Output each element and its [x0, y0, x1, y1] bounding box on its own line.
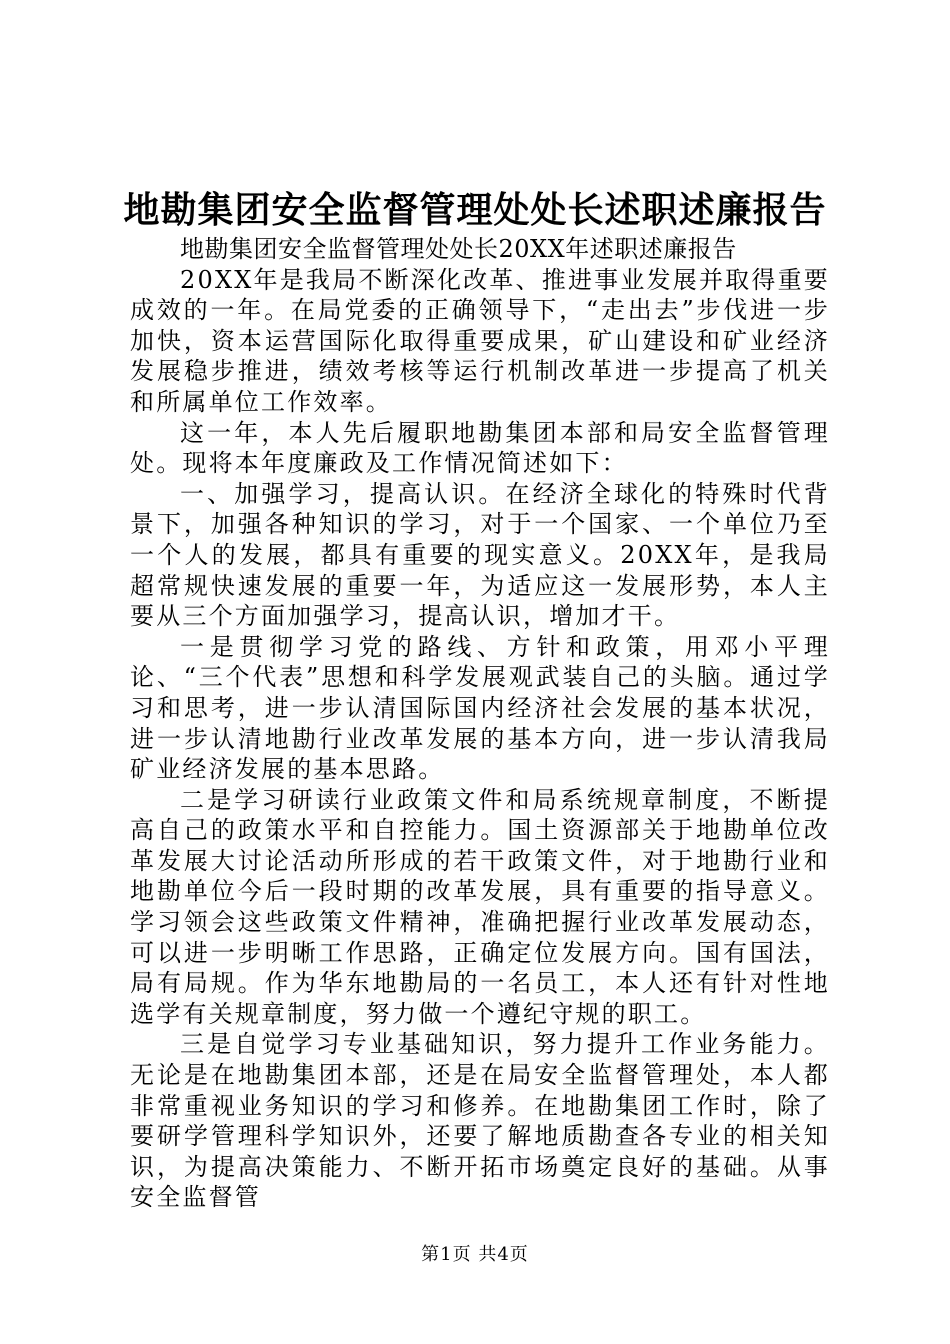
document-body [130, 234, 830, 1213]
page-number-footer: 第1页 共4页 [421, 1244, 529, 1265]
paragraph: 这一年，本人先后履职地勘集团本部和局安全监督管理处。现将本年度廉政及工作情况简述如下： [130, 418, 830, 478]
paragraph: 三是自觉学习专业基础知识，努力提升工作业务能力。无论是在地勘集团本部，还是在局安全监督管理处，本人都非常重视业务知识的学习和修养。在地勘集团工作时，除了要研学管理科学知识外，还要了解地质勘查各专业的相关知识，为提高决策能力、不断开拓市场奠定良好的基础。从事安全监督管 [130, 1030, 830, 1212]
document-title: 地勘集团安全监督管理处处长述职述廉报告 [123, 189, 827, 231]
paragraph: 一是贯彻学习党的路线、方针和政策，用邓小平理论、“三个代表”思想和科学发展观武装自己的头脑。通过学习和思考，进一步认清国际国内经济社会发展的基本状况，进一步认清地勘行业改革发展的基本方向，进一步认清我局矿业经济发展的基本思路。 [130, 632, 830, 784]
document-subtitle: 地勘集团安全监督管理处处长20XX年述职述廉报告 [180, 235, 737, 263]
paragraph: 一、加强学习，提高认识。在经济全球化的特殊时代背景下，加强各种知识的学习，对于一个国家、一个单位乃至一个人的发展，都具有重要的现实意义。20XX年，是我局超常规快速发展的重要一年，为适应这一发展形势，本人主要从三个方面加强学习，提高认识，增加才干。 [130, 479, 830, 631]
paragraph: 二是学习研读行业政策文件和局系统规章制度，不断提高自己的政策水平和自控能力。国土资源部关于地勘单位改革发展大讨论活动所形成的若干政策文件，对于地勘行业和地勘单位今后一段时期的改革发展，具有重要的指导意义。学习领会这些政策文件精神，准确把握行业改革发展动态，可以进一步明晰工作思路，正确定位发展方向。国有国法，局有局规。作为华东地勘局的一名员工，本人还有针对性地选学有关规章制度，努力做一个遵纪守规的职工。 [130, 785, 830, 1028]
paragraph: 20XX年是我局不断深化改革、推进事业发展并取得重要成效的一年。在局党委的正确领导下，“走出去”步伐进一步加快，资本运营国际化取得重要成果，矿山建设和矿业经济发展稳步推进，绩效考核等运行机制改革进一步提高了机关和所属单位工作效率。 [130, 265, 830, 416]
